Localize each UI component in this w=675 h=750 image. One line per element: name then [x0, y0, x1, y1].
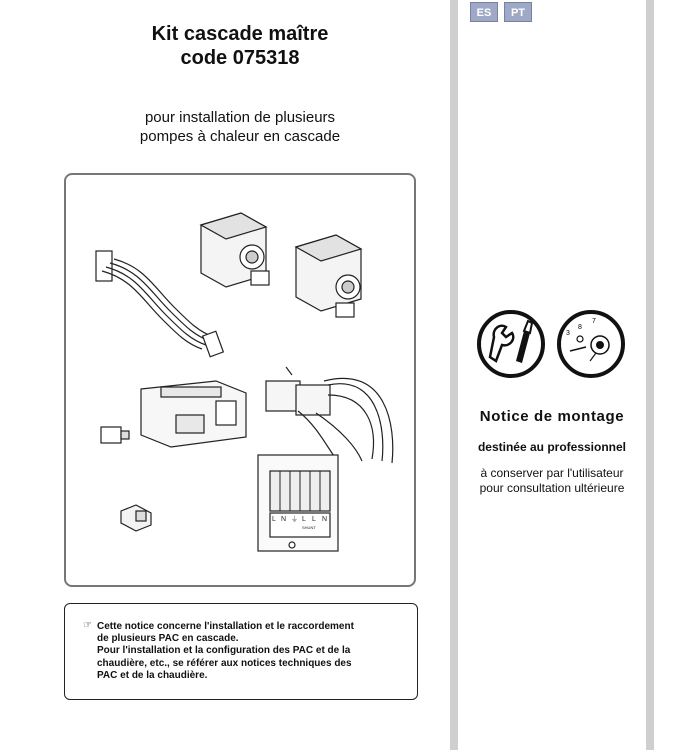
subtitle-line-1: pour installation de plusieurs	[144, 109, 336, 126]
left-rail-divider	[450, 0, 458, 750]
actuator-motor-1	[201, 213, 269, 287]
terminal-shunt-label: SHUNT	[302, 525, 316, 530]
part-number-3: 3	[566, 330, 570, 337]
right-rail-divider	[646, 0, 654, 750]
document-title	[40, 22, 440, 70]
language-tab-es[interactable]: ES	[470, 2, 498, 22]
control-board	[141, 381, 246, 447]
actuator-motor-2	[296, 235, 361, 317]
plug-connector	[121, 505, 151, 531]
notice-subtitle: destinée au professionnel	[477, 440, 627, 454]
kit-contents-illustration	[66, 175, 418, 589]
terminal-label-6: N	[322, 516, 328, 523]
title-line-2: code 075318	[180, 47, 300, 69]
terminal-label-2: N	[281, 516, 287, 523]
part-number-8: 8	[578, 324, 582, 331]
title-line-1: Kit cascade maître	[151, 23, 329, 45]
note-line-3: Pour l'installation et la configuration des PAC et de la	[97, 645, 351, 657]
notice-keep-note	[458, 466, 646, 496]
tools-icon	[476, 309, 546, 379]
terminal-label-3: ⏚	[291, 516, 298, 523]
note-line-5: PAC et de la chaudière.	[97, 669, 208, 681]
part-number-7: 7	[592, 318, 596, 325]
language-tab-pt[interactable]: PT	[504, 2, 532, 22]
pointing-hand-icon: ☞	[83, 620, 92, 631]
note-line-1: Cette notice concerne l'installation et le raccordement	[97, 621, 354, 632]
notice-title: Notice de montage	[479, 408, 625, 425]
note-line-4: chaudière, etc., se référer aux notices techniques des	[97, 657, 352, 669]
notice-note-line-1: à conserver par l'utilisateur	[480, 466, 624, 480]
terminal-label-1: L	[272, 516, 276, 523]
installation-note	[97, 621, 409, 682]
note-line-2: de plusieurs PAC en cascade.	[97, 633, 239, 645]
terminal-label-5: L	[312, 516, 316, 523]
relay-wiring-assembly	[266, 367, 393, 463]
document-subtitle	[40, 108, 440, 146]
terminal-label-4: L	[302, 516, 306, 523]
small-connector	[101, 427, 129, 443]
notice-note-line-2: pour consultation ultérieure	[479, 481, 625, 495]
kit-contents-figure	[64, 173, 416, 587]
assembly-parts-icon	[556, 309, 626, 379]
subtitle-line-2: pompes à chaleur en cascade	[139, 128, 341, 145]
installation-note-box	[64, 603, 418, 700]
right-column	[458, 0, 646, 750]
terminal-box	[258, 455, 338, 551]
